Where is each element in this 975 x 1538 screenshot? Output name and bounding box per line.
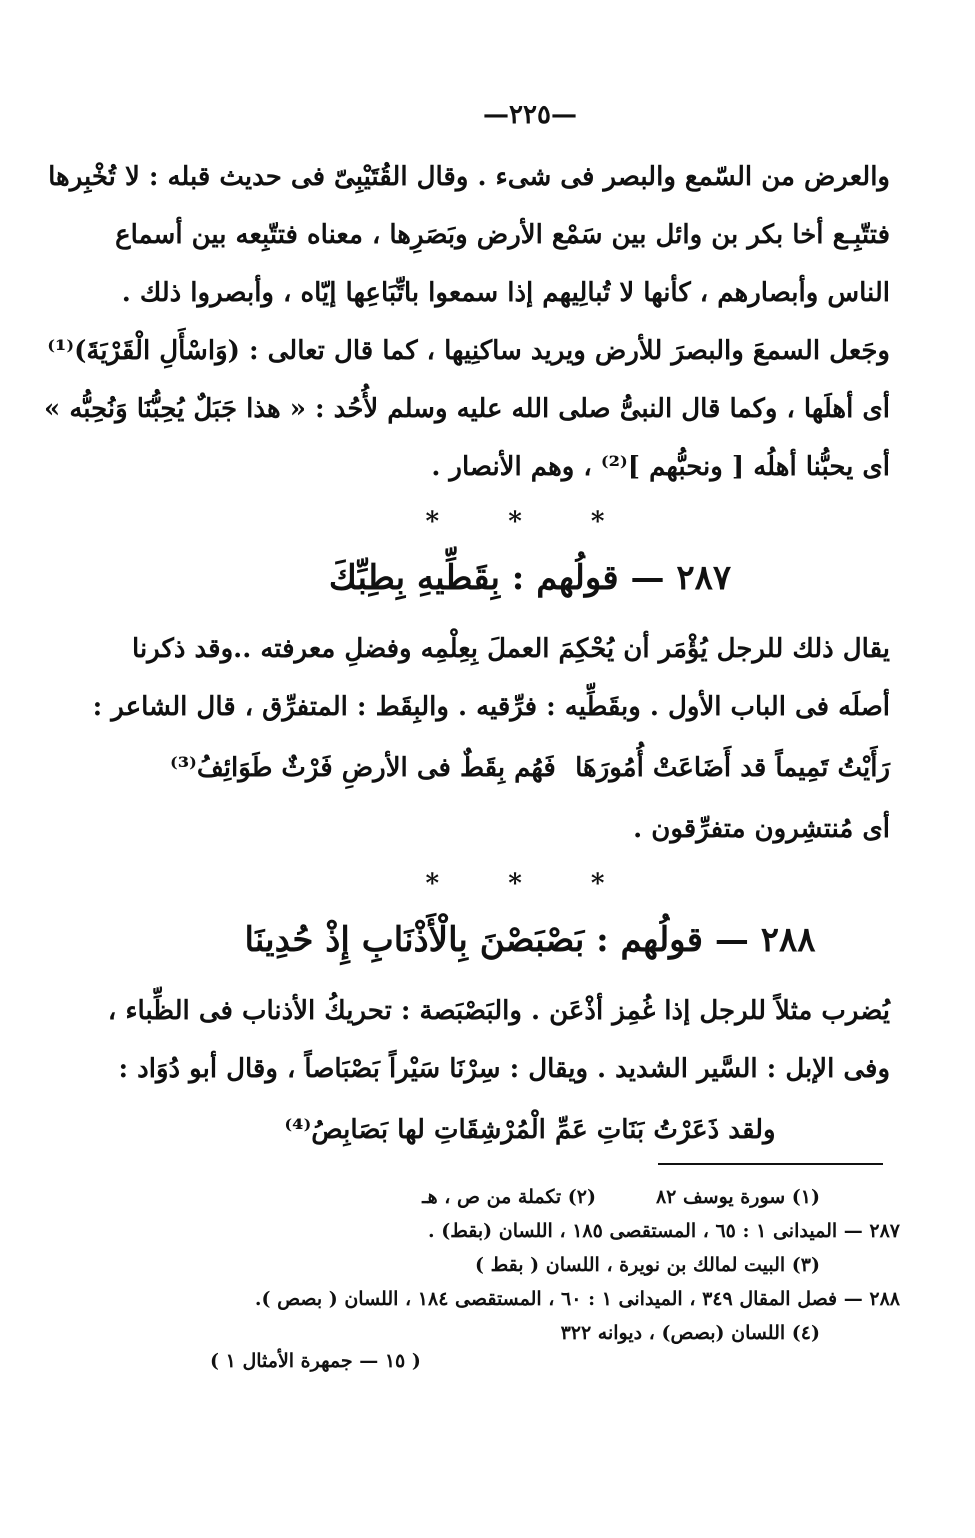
section-287-line-2: أصلَه فى الباب الأول . وبقَطِّيه : فرِّقيه . والبِقَط : المتفرِّق ، قال الشاعر : xyxy=(92,692,890,722)
intro-line-2: فتتّبِـع أخا بكر بن وائل بين سَمْع الأرض وبَصَرِها ، معناه فتتّبِعه بين أسماع xyxy=(115,220,890,250)
page-number: —٢٢٥— xyxy=(483,100,577,130)
intro-line-5: أى أهلَها ، وكما قال النبىُّ صلى الله عليه وسلم لأُحُد : « هذا جَبَلٌ يُحِبُّنَا وَنُحِبُّه » xyxy=(44,394,890,424)
section-287-line-1: يقال ذلك للرجل يُؤْمَر أن يُحْكِمَ العملَ بِعِلْمِه وفضلِ معرفته ..وقد ذكرنا xyxy=(132,634,890,664)
footnote-rule xyxy=(658,1163,883,1165)
intro-line-4: وجَعل السمعَ والبصرَ للأرض ويريد ساكنِيها ، كما قال تعالى : (وَاسْأَلِ الْقَرْيَةَ)⁽¹⁾ xyxy=(47,336,890,366)
intro-line-6: أى يحبُّنا أهلُه [ ونحبُّهم ]⁽²⁾ ، وهم الأنصار . xyxy=(431,452,890,482)
footnote-2: (٢) تكملة من ص ، هـ xyxy=(422,1186,596,1208)
section-287-after-verse: أى مُنتشِرون متفرِّقون . xyxy=(633,814,890,844)
footnote-287: ٢٨٧ — الميدانى ١ : ٦٥ ، المستقصى ١٨٥ ، اللسان (بقط) . xyxy=(428,1220,900,1242)
separator-stars: * * * xyxy=(425,507,635,537)
signature-mark: ( ١٥ — جمهرة الأمثال ١ ) xyxy=(210,1350,421,1372)
footnotes xyxy=(190,1180,900,1350)
footnote-288: ٢٨٨ — فصل المقال ٣٤٩ ، الميدانى ١ : ٦٠ ، المستقصى ١٨٤ ، اللسان ( بصص ). xyxy=(254,1288,900,1310)
footnote-1: (١) سورة يوسف ٨٢ xyxy=(655,1186,820,1208)
intro-line-3: الناس وأبصارهم ، كأنها لا تُبالِيهم إذا سمعوا باتِّبَاعِها إيّاه ، وأبصروا ذلك . xyxy=(121,278,890,308)
page-body xyxy=(44,100,890,1162)
verse-line: ولقد ذَعَرْتُ بَنَاتِ عَمِّ الْمُرْشِقَاتِ لها بَصَابِصُ⁽⁴⁾ xyxy=(284,1115,776,1145)
section-288-heading: ٢٨٨ — قولُهم : بَصْبَصْنَ بِالْأَذْنَابِ إِذْ حُدِينَا xyxy=(244,920,816,960)
intro-line-1: والعرض من السّمع والبصر فى شىء . وقال القُتَيْبِىّ فى حديث قبله : لا تُخْبِرها xyxy=(48,162,890,192)
section-288-line-2: وفى الإبل : السَّير الشديد . ويقال : سِرْنَا سَيْراً بَصْبَاصاً ، وقال أبو دُوَاد : xyxy=(118,1054,890,1084)
separator-stars: * * * xyxy=(425,869,635,899)
verse-first-hemistich: رَأَيْتُ تَمِيماً قد أَضَاعَتْ أُمُورَهَا xyxy=(575,753,890,783)
footnote-row-1 xyxy=(190,1180,900,1214)
section-287-verse xyxy=(170,736,890,800)
footnote-4: (٤) اللسان (بصص) ، ديوانه ٣٢٢ xyxy=(560,1322,820,1344)
section-287-heading: ٢٨٧ — قولُهم : بِقَطِّيهِ بِطِبِّكَ xyxy=(328,558,732,598)
verse-second-hemistich: فَهُم بِقَطٌ فى الأرضِ فَرْثٌ طَوَائِفُ⁽³⁾ xyxy=(170,753,556,783)
footnote-3: (٣) البيت لمالك بن نويرة ، اللسان ( بقط ) xyxy=(475,1254,820,1276)
section-288-line-1: يُضرب مثلاً للرجل إذا غُمِز أذْعَن . والبَصْبَصة : تحريكُ الأذناب فى الظِّباء ، xyxy=(107,996,890,1026)
section-288-verse xyxy=(170,1098,890,1162)
